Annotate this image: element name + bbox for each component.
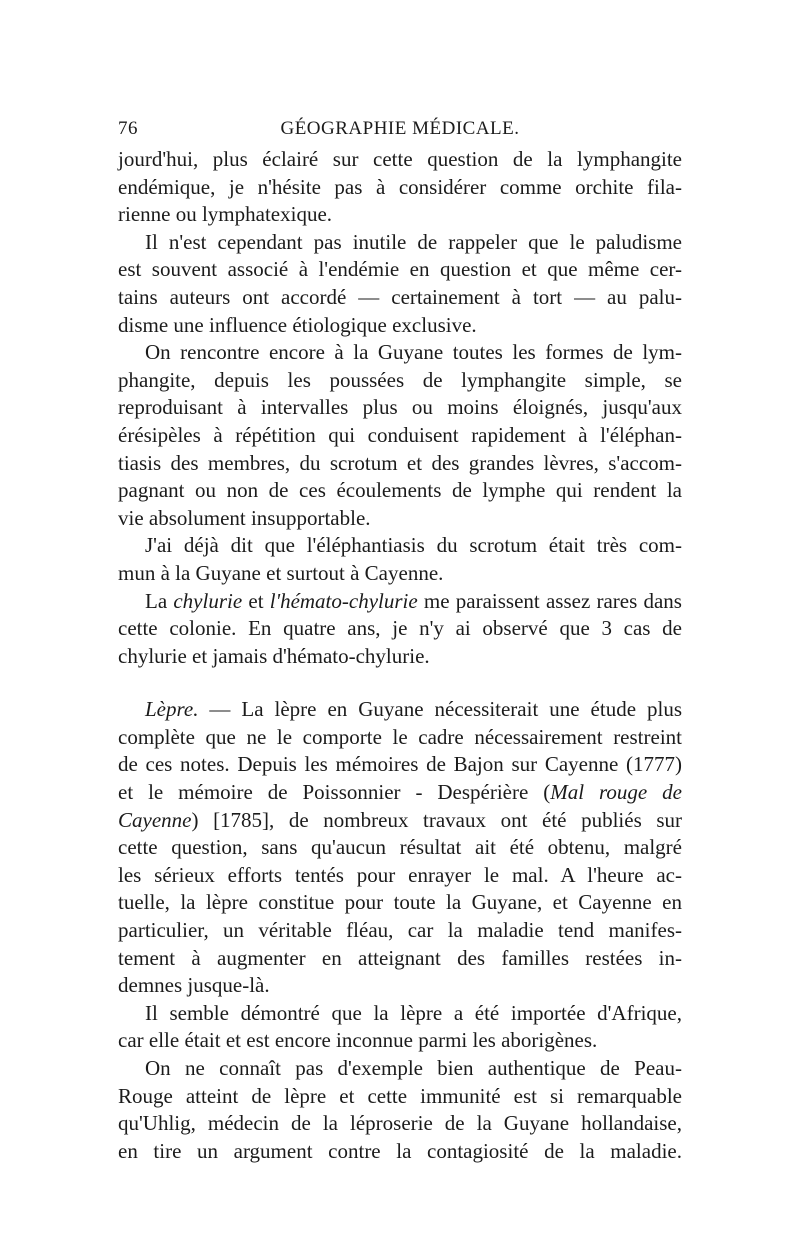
text-run: et le mémoire de Poissonnier - Despérière ( (118, 780, 551, 805)
text-line: rienne ou lymphatexique. (118, 202, 333, 227)
text-line: est souvent associé à l'endémie en question et que même cer- (118, 257, 682, 282)
text-line: chylurie et jamais d'hémato-chylurie. (118, 643, 430, 668)
text-line: Il n'est cependant pas inutile de rappeler que le paludisme (145, 229, 682, 254)
book-page (118, 110, 682, 1165)
page-header (118, 110, 682, 146)
text-run: — La lèpre en Guyane nécessiterait une étude plus (198, 697, 682, 722)
text-line: tiasis des membres, du scrotum et des grandes lèvres, s'accom- (118, 450, 682, 475)
paragraph (118, 1000, 682, 1055)
text-line: Rouge atteint de lèpre et cette immunité est si remarquable (118, 1083, 682, 1108)
text-line: pagnant ou non de ces écoulements de lymphe qui rendent la (118, 478, 682, 503)
text-run: La (145, 588, 174, 613)
text-line: les sérieux efforts tentés pour enrayer le mal. A l'heure ac- (118, 862, 682, 887)
text-line (118, 779, 682, 807)
text-line (118, 588, 682, 616)
paragraph (118, 588, 682, 671)
text-line: endémique, je n'hésite pas à considérer comme orchite fila- (118, 174, 682, 199)
text-line: vie absolument insupportable. (118, 505, 371, 530)
text-line: phangite, depuis les poussées de lymphangite simple, se (118, 367, 682, 392)
page-number: 76 (118, 118, 138, 139)
text-line: en tire un argument contre la contagiosité de la maladie. (118, 1138, 682, 1163)
paragraph (118, 696, 682, 1000)
paragraph (118, 532, 682, 587)
text-line: tement à augmenter en atteignant des familles restées in- (118, 945, 682, 970)
text-line: reproduisant à intervalles plus ou moins éloignés, jusqu'aux (118, 395, 682, 420)
text-line: demnes jusque-là. (118, 973, 270, 998)
paragraph (118, 1055, 682, 1165)
italic-term: chylurie (173, 588, 243, 613)
text-line: complète que ne le comporte le cadre nécessairement restreint (118, 724, 682, 749)
paragraph (118, 229, 682, 339)
text-line: On rencontre encore à la Guyane toutes les formes de lym- (145, 340, 682, 365)
text-line: cette colonie. En quatre ans, je n'y ai observé que 3 cas de (118, 616, 682, 641)
text-line: qu'Uhlig, médecin de la léproserie de la Guyane hollandaise, (118, 1111, 682, 1136)
text-line: tains auteurs ont accordé — certainement à tort — au palu- (118, 284, 682, 309)
text-line: jourd'hui, plus éclairé sur cette question de la lymphangite (118, 147, 682, 171)
text-line: tuelle, la lèpre constitue pour toute la Guyane, et Cayenne en (118, 890, 682, 915)
text-line (118, 696, 682, 724)
text-run: ) [1785], de nombreux travaux ont été publiés sur (191, 807, 682, 832)
text-line: de ces notes. Depuis les mémoires de Bajon sur Cayenne (1777) (118, 752, 682, 777)
paragraph (118, 146, 682, 229)
text-line: On ne connaît pas d'exemple bien authentique de Peau- (145, 1056, 682, 1080)
section-heading: Lèpre. (145, 697, 199, 722)
paragraph (118, 339, 682, 532)
text-line: car elle était et est encore inconnue parmi les aborigènes. (118, 1028, 598, 1053)
text-run: et (242, 588, 270, 613)
text-line: Il semble démontré que la lèpre a été importée d'Afrique, (145, 1000, 682, 1025)
text-line: disme une influence étiologique exclusive. (118, 312, 477, 337)
text-run: me paraissent assez rares dans (417, 588, 682, 613)
italic-term: Cayenne (118, 807, 192, 832)
text-line: J'ai déjà dit que l'éléphantiasis du scrotum était très com- (145, 533, 682, 558)
italic-term: Mal rouge de (550, 780, 682, 805)
running-title: GÉOGRAPHIE MÉDICALE. (280, 118, 520, 139)
text-line: mun à la Guyane et surtout à Cayenne. (118, 560, 444, 585)
text-line (118, 807, 682, 835)
text-line: érésipèles à répétition qui conduisent rapidement à l'éléphan- (118, 422, 682, 447)
page-body (118, 146, 682, 1165)
text-line: cette question, sans qu'aucun résultat ait été obtenu, malgré (118, 835, 682, 860)
italic-term: l'hémato-chylurie (269, 588, 418, 613)
text-line: particulier, un véritable fléau, car la maladie tend manifes- (118, 918, 682, 943)
section-gap (118, 670, 682, 696)
